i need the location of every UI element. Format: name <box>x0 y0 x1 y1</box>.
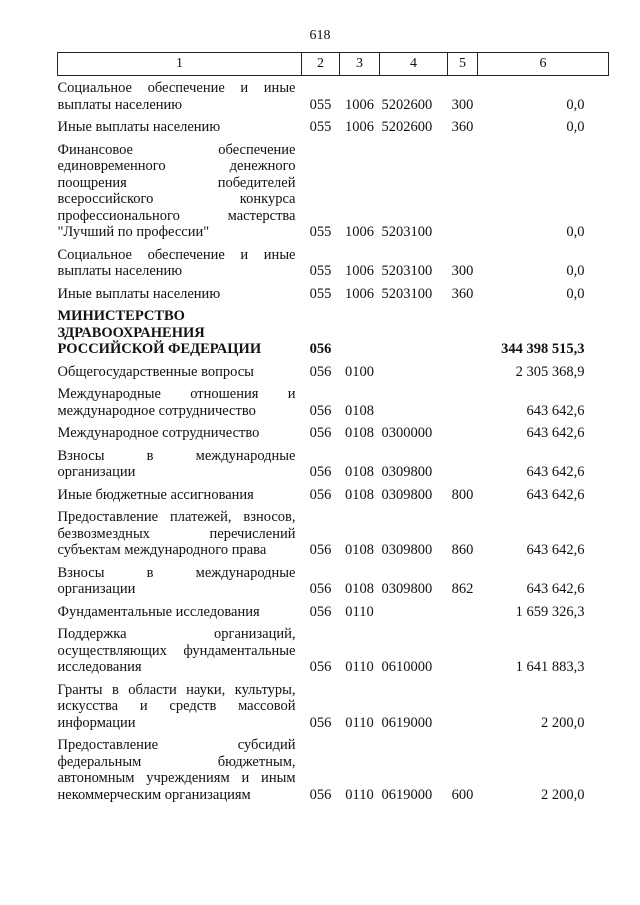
row-section-code-cell: 0108 <box>345 581 374 597</box>
row-target-code-cell: 0309800 <box>381 464 433 480</box>
row-section-code-cell: 1006 <box>345 96 374 113</box>
table-row <box>58 444 609 483</box>
row-target-code-cell: 0309800 <box>381 486 433 503</box>
row-expense-type-cell <box>448 444 478 483</box>
table-row <box>58 622 609 678</box>
row-admin-code-cell: 055 <box>309 285 332 302</box>
row-admin-code-cell: 056 <box>309 341 332 357</box>
table-row <box>58 561 609 600</box>
row-name-cell: Социальное обеспечение и иные выплаты населению <box>57 246 296 279</box>
row-section-code-cell: 0110 <box>345 659 374 675</box>
row-expense-type-cell: 360 <box>451 119 474 135</box>
row-target-code-cell <box>380 600 448 623</box>
table-row <box>58 733 609 805</box>
page-number: 618 <box>309 28 331 43</box>
row-name-cell: Гранты в области науки, культуры, искусства и средств массовой информации <box>57 681 296 731</box>
row-section-code-cell: 1006 <box>345 224 374 240</box>
row-expense-type-cell: 600 <box>451 786 474 803</box>
row-amount-cell: 2 200,0 <box>541 786 585 803</box>
row-target-code-cell: 5202600 <box>381 96 433 113</box>
row-name-cell: Фундаментальные исследования <box>57 603 260 620</box>
table-row <box>58 360 609 383</box>
row-section-code-cell: 0110 <box>345 786 374 803</box>
header-col-1: 1 <box>58 53 302 76</box>
row-amount-cell: 643 642,6 <box>526 425 585 441</box>
table-row <box>58 421 609 444</box>
row-admin-code-cell: 055 <box>309 119 332 135</box>
row-section-code-cell: 0100 <box>345 363 374 380</box>
row-target-code-cell: 0619000 <box>381 786 433 803</box>
row-target-code-cell: 5203100 <box>381 224 433 240</box>
table-row <box>58 138 609 243</box>
row-admin-code-cell: 056 <box>309 659 332 675</box>
row-amount-cell: 643 642,6 <box>526 581 585 597</box>
row-admin-code-cell: 055 <box>309 263 332 279</box>
row-amount-cell: 2 305 368,9 <box>515 363 585 380</box>
header-col-5: 5 <box>448 53 478 76</box>
row-section-code-cell: 1006 <box>345 119 374 135</box>
row-admin-code-cell: 056 <box>309 714 332 731</box>
row-expense-type-cell <box>448 421 478 444</box>
table-row <box>58 678 609 734</box>
row-name-cell: Взносы в международные организации <box>57 447 296 480</box>
row-section-code-cell: 1006 <box>345 263 374 279</box>
table-header <box>58 53 609 76</box>
row-expense-type-cell <box>448 360 478 383</box>
row-target-code-cell: 0309800 <box>381 542 433 558</box>
table-row <box>58 243 609 282</box>
row-name-cell: Международные отношения и международное сотрудничество <box>57 386 296 419</box>
row-admin-code-cell: 056 <box>309 486 332 503</box>
row-amount-cell: 643 642,6 <box>526 542 585 558</box>
row-admin-code-cell: 056 <box>309 581 332 597</box>
row-name-cell: Поддержка организаций, осуществляющих фундаментальные исследования <box>57 626 296 675</box>
row-admin-code-cell: 056 <box>309 786 332 803</box>
row-expense-type-cell <box>448 138 478 243</box>
row-admin-code-cell: 056 <box>309 363 332 380</box>
table-row <box>58 115 609 138</box>
row-name-cell: Социальное обеспечение и иные выплаты населению <box>57 80 296 113</box>
table-body <box>58 76 609 806</box>
row-target-code-cell <box>380 360 448 383</box>
row-name-cell: Предоставление платежей, взносов, безвозмездных перечислений субъектам международного права <box>57 509 296 558</box>
row-amount-cell: 0,0 <box>566 285 585 302</box>
row-expense-type-cell <box>448 678 478 734</box>
table-row <box>58 600 609 623</box>
row-target-code-cell <box>380 382 448 421</box>
budget-table <box>57 52 609 805</box>
table-row <box>58 483 609 506</box>
row-admin-code-cell: 056 <box>309 425 332 441</box>
row-expense-type-cell: 860 <box>451 542 474 558</box>
row-amount-cell: 0,0 <box>566 263 585 279</box>
row-section-code-cell <box>340 304 380 360</box>
row-expense-type-cell <box>448 304 478 360</box>
row-expense-type-cell <box>448 600 478 623</box>
row-target-code-cell: 5203100 <box>381 263 433 279</box>
row-expense-type-cell: 800 <box>451 486 474 503</box>
row-target-code-cell <box>380 304 448 360</box>
row-name-cell: МИНИСТЕРСТВО ЗДРАВООХРАНЕНИЯ РОССИЙСКОЙ ФЕДЕРАЦИИ <box>57 308 262 357</box>
row-section-code-cell: 0108 <box>345 425 374 441</box>
row-admin-code-cell: 056 <box>309 464 332 480</box>
row-section-code-cell: 0110 <box>345 603 374 620</box>
row-amount-cell: 344 398 515,3 <box>501 341 585 357</box>
row-expense-type-cell <box>448 382 478 421</box>
row-name-cell: Предоставление субсидий федеральным бюджетным, автономным учреждениям и иным некоммерческим организациям <box>57 737 296 803</box>
row-name-cell: Иные выплаты населению <box>57 119 221 135</box>
row-expense-type-cell <box>448 622 478 678</box>
row-section-code-cell: 1006 <box>345 285 374 302</box>
row-section-code-cell: 0108 <box>345 486 374 503</box>
row-name-cell: Иные бюджетные ассигнования <box>57 486 254 503</box>
table-row <box>58 76 609 116</box>
row-amount-cell: 1 659 326,3 <box>515 603 585 620</box>
row-target-code-cell: 0300000 <box>381 425 433 441</box>
table-row <box>58 282 609 305</box>
row-name-cell: Взносы в международные организации <box>57 564 296 597</box>
row-expense-type-cell: 360 <box>451 285 474 302</box>
row-target-code-cell: 0309800 <box>381 581 433 597</box>
row-target-code-cell: 0610000 <box>381 659 433 675</box>
row-expense-type-cell: 300 <box>451 96 474 113</box>
table-row <box>58 505 609 561</box>
row-amount-cell: 643 642,6 <box>526 486 585 503</box>
header-col-3: 3 <box>340 53 380 76</box>
row-name-cell: Международное сотрудничество <box>57 425 260 441</box>
row-admin-code-cell: 056 <box>309 542 332 558</box>
row-expense-type-cell: 862 <box>451 581 474 597</box>
row-target-code-cell: 5203100 <box>381 285 433 302</box>
table-row <box>58 382 609 421</box>
row-expense-type-cell: 300 <box>451 263 474 279</box>
row-target-code-cell: 5202600 <box>381 119 433 135</box>
header-col-4: 4 <box>380 53 448 76</box>
row-admin-code-cell: 056 <box>309 402 332 419</box>
row-admin-code-cell: 055 <box>309 96 332 113</box>
row-section-code-cell: 0110 <box>345 714 374 731</box>
row-amount-cell: 2 200,0 <box>541 714 585 731</box>
header-col-6: 6 <box>478 53 609 76</box>
row-target-code-cell: 0619000 <box>381 714 433 731</box>
row-section-code-cell: 0108 <box>345 542 374 558</box>
row-name-cell: Финансовое обеспечение единовременного денежного поощрения победителей всероссийского конкурса профессионального мастерства "Лучший по профессии" <box>57 141 296 240</box>
row-amount-cell: 643 642,6 <box>526 464 585 480</box>
header-col-2: 2 <box>302 53 340 76</box>
row-name-cell: Общегосударственные вопросы <box>57 363 254 380</box>
row-amount-cell: 0,0 <box>566 224 585 240</box>
row-amount-cell: 1 641 883,3 <box>515 659 585 675</box>
row-admin-code-cell: 056 <box>309 603 332 620</box>
row-name-cell: Иные выплаты населению <box>57 285 221 302</box>
row-amount-cell: 643 642,6 <box>526 402 585 419</box>
table-row <box>58 304 609 360</box>
row-amount-cell: 0,0 <box>566 96 585 113</box>
row-admin-code-cell: 055 <box>309 224 332 240</box>
header-row <box>58 53 609 76</box>
row-section-code-cell: 0108 <box>345 402 374 419</box>
row-section-code-cell: 0108 <box>345 464 374 480</box>
row-amount-cell: 0,0 <box>566 119 585 135</box>
